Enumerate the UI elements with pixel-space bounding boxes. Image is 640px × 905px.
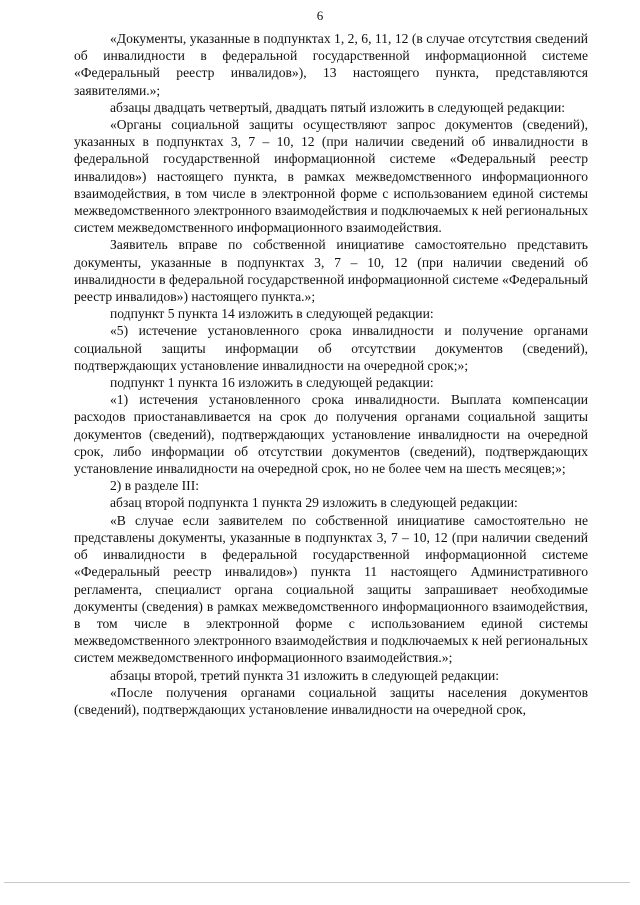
paragraph: «Документы, указанные в подпунктах 1, 2, 6, 11, 12 (в случае отсутствия сведений об инвалидности в федеральной государственной информационной системе «Федеральный реестр инвалидов»), 13 настоящего пункта, представляются заявителями.»; bbox=[74, 31, 588, 98]
paragraph: абзац второй подпункта 1 пункта 29 изложить в следующей редакции: bbox=[110, 495, 518, 511]
page-number: 6 bbox=[316, 8, 324, 23]
paragraph: абзацы двадцать четвертый, двадцать пятый изложить в следующей редакции: bbox=[110, 99, 566, 115]
document-body bbox=[74, 30, 588, 718]
paragraph: подпункт 1 пункта 16 изложить в следующей редакции: bbox=[110, 375, 434, 391]
paragraph: подпункт 5 пункта 14 изложить в следующей редакции: bbox=[110, 306, 434, 322]
paragraph: «Органы социальной защиты осуществляют запрос документов (сведений), указанных в подпунктах 3, 7 – 10, 12 (при наличии сведений об инвалидности в федеральной государственной информационной системе «Федеральный реестр инвалидов») настоящего пункта, в рамках межведомственного информационного взаимодействия, в том числе в электронной форме с использованием единой системы межведомственного электронного взаимодействия и подключаемых к ней региональных систем межведомственного информационного взаимодействия. bbox=[74, 117, 588, 236]
footer-divider bbox=[4, 882, 630, 883]
paragraph: «1) истечения установленного срока инвалидности. Выплата компенсации расходов приостанавливается на срок до получения органами социальной защиты документов (сведений), подтверждающих установление инвалидности на очередной срок, либо информации об отсутствии документов (сведений), подтверждающих установление инвалидности на очередной срок, но не более чем на шесть месяцев;»; bbox=[74, 392, 588, 477]
paragraph: «После получения органами социальной защиты населения документов (сведений), подтверждающих установление инвалидности на очередной срок, bbox=[74, 684, 588, 717]
paragraph: «5) истечение установленного срока инвалидности и получение органами социальной защиты информации об отсутствии документов (сведений), подтверждающих установление инвалидности на очередной срок;»; bbox=[74, 323, 588, 373]
paragraph: абзацы второй, третий пункта 31 изложить в следующей редакции: bbox=[110, 667, 500, 683]
paragraph: 2) в разделе III: bbox=[110, 478, 200, 494]
paragraph: Заявитель вправе по собственной инициативе самостоятельно представить документы, указанные в подпунктах 3, 7 – 10, 12 (при наличии сведений об инвалидности в федеральной государственной информационной системе «Федеральный реестр инвалидов») настоящего пункта.»; bbox=[74, 237, 588, 305]
paragraph: «В случае если заявителем по собственной инициативе самостоятельно не представлены документы, указанные в подпунктах 3, 7 – 10, 12 (при наличии сведений об инвалидности в федеральной государственной информационной системе «Федеральный реестр инвалидов») пункта 11 настоящего Административного регламента, специалист органа социальной защиты запрашивает необходимые документы (сведения) в рамках межведомственного информационного взаимодействия, в том числе в электронной форме с использованием единой системы межведомственного электронного взаимодействия и подключаемых к ней региональных систем межведомственного информационного взаимодействия.»; bbox=[74, 512, 588, 666]
